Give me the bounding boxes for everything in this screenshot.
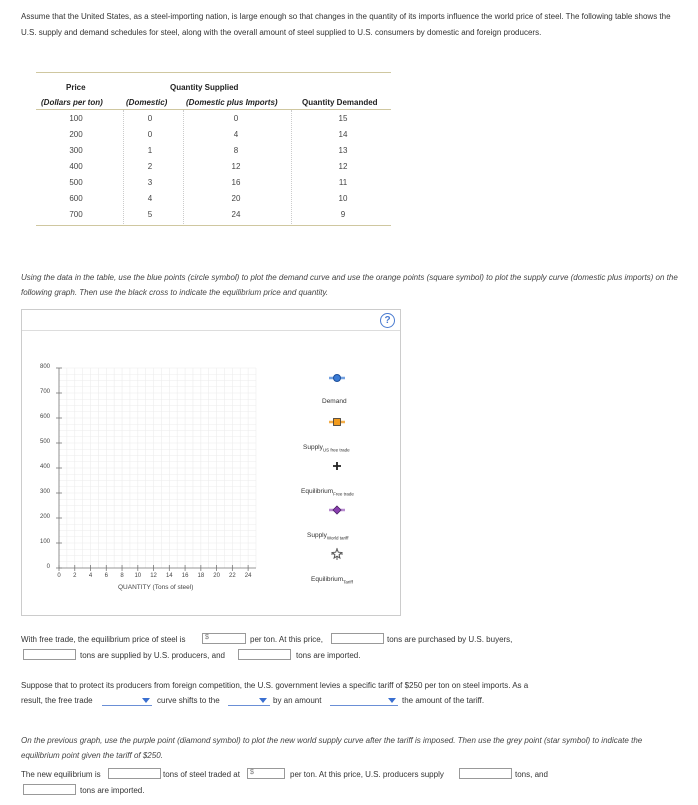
x-tick-label: 22 [229,573,236,579]
graph-instruction: Using the data in the table, use the blue points (circle symbol) to plot the demand curve and use the orange points (square symbol) to plot the supply curve (domestic plus imports) on the following graph. Then use the black cross to indicate the equilibrium price and quantity. [21,273,678,297]
legend-eq-tariff-label [311,576,353,584]
q1-text-5: tons are imported. [296,651,361,660]
table-cell: 1 [147,146,153,155]
table-cell: 12 [231,162,241,171]
x-axis-label: QUANTITY (Tons of steel) [118,584,194,591]
q1-text-1: With free trade, the equilibrium price of steel is [21,635,186,644]
table-cell: 0 [233,114,239,123]
column-divider [183,110,184,224]
x-tick-label: 12 [150,573,157,579]
x-tick-label: 10 [134,573,142,579]
legend-eq-tariff-sub: Tariff [343,579,353,585]
chevron-down-icon[interactable] [388,698,396,703]
x-tick-label: 24 [244,573,252,579]
q3-text-3: per ton. At this price, U.S. producers supply [290,770,444,779]
q1-text-2: per ton. At this price, [250,635,323,644]
table-cell: 24 [231,210,241,219]
dollar-sign: $ [205,634,209,641]
y-tick-label: 800 [39,364,50,370]
y-tick-label: 300 [39,489,50,495]
legend-demand-label: Demand [322,398,347,405]
table-cell: 100 [69,114,83,123]
q2-text-4: by an amount [273,696,322,705]
legend-supply-world-label [307,532,348,540]
table-cell: 12 [338,162,348,171]
table-cell: 0 [147,114,153,123]
header-price: Price [66,83,86,92]
q2-text-3: curve shifts to the [157,696,220,705]
help-icon[interactable]: ? [380,313,395,328]
x-tick-label: 8 [120,573,124,579]
y-tick-label: 600 [39,414,50,420]
new-imports-input[interactable] [23,784,76,795]
chevron-down-icon[interactable] [259,698,267,703]
legend-eq-tariff-text: Equilibrium [311,576,344,583]
x-tick-label: 20 [213,573,220,579]
header-domestic-plus-imports: (Domestic plus Imports) [186,98,278,107]
new-us-supply-input[interactable] [459,768,512,779]
new-eq-qty-input[interactable] [108,768,161,779]
table-cell: 9 [340,210,346,219]
table-cell: 600 [69,194,83,203]
column-divider [291,110,292,224]
q3-text-1: The new equilibrium is [21,770,101,779]
table-cell: 16 [231,178,241,187]
table-cell: 13 [338,146,348,155]
q3-text-4: tons, and [515,770,548,779]
qty-supplied-us-input[interactable] [23,649,76,660]
x-tick-label: 18 [197,573,205,579]
x-tick-label: 6 [104,573,108,579]
y-tick-label: 200 [39,514,50,520]
chevron-down-icon[interactable] [142,698,150,703]
table-cell: 700 [69,210,83,219]
x-tick-label: 14 [165,573,173,579]
q3-text-5: tons are imported. [80,786,145,795]
dollar-sign: $ [250,769,254,776]
header-divider [36,109,391,110]
table-cell: 2 [147,162,153,171]
header-price-unit: (Dollars per ton) [41,98,103,107]
header-quantity-supplied: Quantity Supplied [170,83,239,92]
q2-text-5: the amount of the tariff. [402,696,485,705]
table-cell: 200 [69,130,83,139]
x-tick-label: 0 [57,573,61,579]
y-tick-label: 0 [46,564,50,570]
y-tick-label: 500 [39,439,50,445]
graph-panel [21,309,401,616]
table-cell: 8 [233,146,239,155]
table-cell: 5 [147,210,153,219]
table-cell: 500 [69,178,83,187]
table-cell: 11 [338,178,348,187]
graph-toolbar [22,310,400,331]
table-cell: 15 [338,114,348,123]
table-cell: 300 [69,146,83,155]
legend-eq-free-sub: Free trade [333,491,354,497]
qty-purchased-input[interactable] [331,633,384,644]
q2-text-2: result, the free trade [21,696,93,705]
y-tick-label: 700 [39,389,50,395]
table-cell: 4 [233,130,239,139]
q2-text-1: Suppose that to protect its producers from foreign competition, the U.S. government levies a specific tariff of $250 per ton on steel imports. As a [21,681,529,690]
table-cell: 20 [231,194,241,203]
q3-text-2: tons of steel traded at [163,770,240,779]
qty-imported-input[interactable] [238,649,291,660]
table-cell: 14 [338,130,348,139]
legend-supply-world-sub: World tariff [326,535,349,541]
column-divider [123,110,124,224]
legend-eq-free-text: Equilibrium [301,488,334,495]
legend-supply-us-text: Supply [303,444,323,451]
table-cell: 0 [147,130,153,139]
table-cell: 3 [147,178,153,187]
table-cell: 10 [338,194,348,203]
x-tick-label: 4 [88,573,93,579]
header-domestic: (Domestic) [126,98,168,107]
x-tick-label: 2 [73,573,77,579]
graph-instruction-2: On the previous graph, use the purple point (diamond symbol) to plot the new world supply curve after the tariff is imposed. Then use the grey point (star symbol) to indicate the equilibrium point given the tariff of $250. [21,736,643,760]
y-tick-label: 400 [39,464,50,470]
q1-text-4: tons are supplied by U.S. producers, and [80,651,225,660]
header-quantity-demanded: Quantity Demanded [302,98,378,107]
legend-supply-us-label [303,444,350,452]
legend-supply-world-text: Supply [307,532,327,539]
table-cell: 4 [147,194,153,203]
legend-eq-free-label [301,488,354,496]
legend-supply-us-sub: US free trade [322,447,350,453]
x-tick-label: 16 [181,573,189,579]
q1-text-3: tons are purchased by U.S. buyers, [387,635,513,644]
supply-demand-table [36,72,391,226]
y-tick-label: 100 [39,539,50,545]
intro-paragraph: Assume that the United States, as a steel-importing nation, is large enough so that changes in the quantity of its imports influence the world price of steel. The following table shows the U.S. supply and demand schedules for steel, along with the overall amount of steel supplied to U.S. consumers by domestic and foreign producers. [21,12,671,37]
table-cell: 400 [69,162,83,171]
